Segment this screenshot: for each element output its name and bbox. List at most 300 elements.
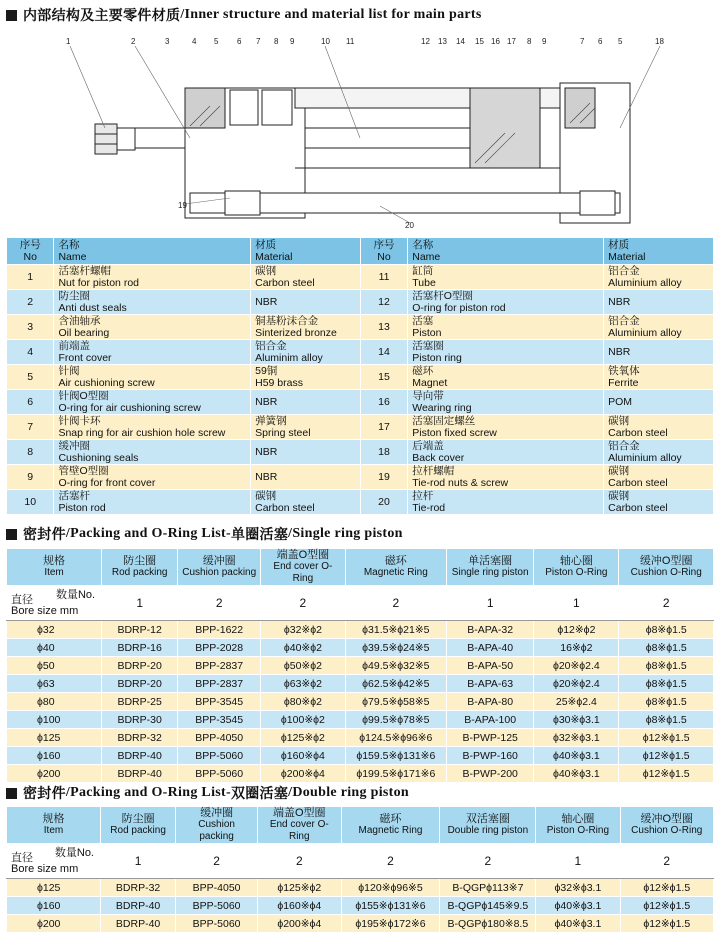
table-row [7,675,714,693]
part-no: 14 [360,340,407,365]
column-header [536,807,620,844]
part-name [408,315,604,340]
header-name-cn: 名称 [58,239,80,251]
seal-cell: ϕ79.5※ϕ58※5 [345,693,446,711]
bore-size-cell: ϕ125 [7,879,101,897]
qty-label: 数量No. [54,847,94,859]
seal-cell: B-APA-80 [447,693,534,711]
seal-cell: BPP-5060 [178,765,261,783]
part-name-cn: 缸筒 [412,265,434,277]
title-en: /Inner structure and material list for main parts [180,7,482,22]
callout-7b: 7 [580,37,585,46]
seal-cell: BPP-2028 [178,639,261,657]
part-name-cn: 管壁O型圈 [58,465,109,477]
seal-cell: ϕ32※ϕ2 [261,621,345,639]
seal-cell: B-APA-50 [447,657,534,675]
header-name-cn-right: 名称 [412,239,434,251]
bore-size-cell: ϕ100 [7,711,102,729]
column-header-en: Piston O-Ring [546,825,610,836]
part-name-en: Tie-rod nuts & screw [412,477,509,489]
part-material [604,490,714,515]
column-header-cn: 端盖O型圈 [276,549,330,561]
callout-7: 7 [256,37,261,46]
table-row [7,693,714,711]
part-no: 1 [7,265,54,290]
column-header-cn: 缓冲圈 [200,807,234,819]
qty-bore-label [7,586,102,621]
seal-cell: B-QGPϕ145※9.5 [440,897,536,915]
part-no: 17 [360,415,407,440]
square-bullet-icon [6,529,17,540]
part-name-en: Piston ring [412,352,462,364]
single-header-row [7,549,714,586]
part-material-primary: 铝合金 [608,315,640,327]
title-cn2: 双圈活塞 [230,787,289,802]
seal-cell: ϕ12※ϕ1.5 [620,897,713,915]
table-row [7,415,714,440]
part-no: 10 [7,490,54,515]
seal-cell: ϕ32※ϕ3.1 [534,729,619,747]
part-name-en: O-ring for air cushioning screw [58,402,201,414]
callout-5: 5 [214,37,219,46]
column-header-cn: 规格 [42,813,65,825]
column-header-en: Cushion O-Ring [630,567,702,578]
column-header [440,807,536,844]
part-material [604,315,714,340]
seal-cell: B-APA-40 [447,639,534,657]
part-name-en: O-ring for front cover [58,477,156,489]
part-material-primary: NBR [608,346,631,358]
seal-cell: BPP-3545 [178,711,261,729]
qty-cell: 1 [447,586,534,621]
callout-16: 16 [491,37,500,46]
part-no: 13 [360,315,407,340]
callout-11: 11 [346,37,355,46]
column-header [341,807,440,844]
seal-cell: BPP-2837 [178,675,261,693]
part-name-en: Front cover [58,352,112,364]
table-row [7,639,714,657]
table-row [7,265,714,290]
qty-cell: 1 [536,844,620,879]
seal-cell: BDRP-20 [102,675,178,693]
part-material-secondary: H59 brass [255,377,303,389]
column-header-cn: 单活塞圈 [468,555,513,567]
callout-18: 18 [655,37,664,46]
part-name [408,465,604,490]
seal-cell: ϕ200※ϕ4 [261,765,345,783]
part-name [54,415,251,440]
part-name-cn: 防尘圈 [58,290,90,302]
part-name [54,265,251,290]
qty-cell: 2 [258,844,342,879]
part-name [408,290,604,315]
seal-cell: ϕ12※ϕ2 [534,621,619,639]
column-header-en: Item [43,825,64,836]
parts-table [6,237,714,515]
seal-cell: BPP-5060 [176,897,258,915]
column-header-cn: 磁环 [384,555,407,567]
qty-bore-label [7,844,101,879]
part-material-primary: 碳钢 [255,265,277,277]
table-row [7,315,714,340]
callout-17: 17 [507,37,516,46]
qty-cell: 1 [101,844,176,879]
part-name-en: Cushioning seals [58,452,139,464]
part-name [408,340,604,365]
title-cn: 密封件 [23,787,66,802]
seal-cell: ϕ80※ϕ2 [261,693,345,711]
seal-cell: ϕ160※ϕ4 [258,897,342,915]
qty-cell: 2 [345,586,446,621]
callout-12: 12 [421,37,430,46]
table-row [7,365,714,390]
column-header-cn: 缓冲圈 [202,555,236,567]
seal-cell: BPP-2837 [178,657,261,675]
column-header [7,549,102,586]
bore-size-cell: ϕ40 [7,639,102,657]
part-name [54,340,251,365]
title-cn: 密封件 [23,528,66,543]
seal-cell: ϕ40※ϕ3.1 [534,765,619,783]
part-material [604,415,714,440]
seal-cell: BPP-3545 [178,693,261,711]
part-name-cn: 导向带 [412,390,444,402]
qty-cell: 2 [178,586,261,621]
part-no: 12 [360,290,407,315]
bore-size-cell: ϕ200 [7,915,101,933]
table-row [7,915,714,933]
part-name-cn: 拉杆 [412,490,434,502]
seal-cell: ϕ39.5※ϕ24※5 [345,639,446,657]
seal-cell: ϕ160※ϕ4 [261,747,345,765]
part-material-secondary: Sinterized bronze [255,327,337,339]
table-row [7,711,714,729]
seal-cell: ϕ12※ϕ1.5 [620,879,713,897]
seal-cell: ϕ12※ϕ1.5 [620,915,713,933]
seal-cell: ϕ8※ϕ1.5 [619,639,714,657]
qty-cell: 2 [620,844,713,879]
column-header-en: Piston O-Ring [545,567,608,578]
seal-cell: ϕ125※ϕ2 [258,879,342,897]
callout-8: 8 [274,37,279,46]
part-name-cn: 缓冲圈 [58,440,90,452]
column-header-en: Cushion packing [182,567,257,578]
title-en: /Packing and O-Ring List- [65,526,231,541]
part-material-primary: 弹簧钢 [255,415,287,427]
part-name-cn: 针阀 [58,365,80,377]
seal-cell: ϕ31.5※ϕ21※5 [345,621,446,639]
seal-cell: ϕ50※ϕ2 [261,657,345,675]
column-header [261,549,345,586]
seal-cell: ϕ12※ϕ1.5 [619,729,714,747]
column-header [619,549,714,586]
bore-size-cell: ϕ32 [7,621,102,639]
part-name-cn: 前端盖 [58,340,90,352]
seal-cell: ϕ62.5※ϕ42※5 [345,675,446,693]
part-name [54,315,251,340]
part-material [604,265,714,290]
single-ring-seal-table [6,548,714,783]
callout-3: 3 [165,37,170,46]
column-header-cn: 磁环 [379,813,402,825]
part-no: 11 [360,265,407,290]
bore-size-cell: ϕ80 [7,693,102,711]
callout-4: 4 [192,37,197,46]
table-row [7,340,714,365]
qty-cell: 2 [176,844,258,879]
qty-cell: 2 [261,586,345,621]
header-material-en-right: Material [608,251,646,263]
section-title-double-ring [6,782,409,804]
column-header [345,549,446,586]
table-row [7,465,714,490]
bore-size-cell: ϕ160 [7,747,102,765]
part-name [54,465,251,490]
seal-cell: ϕ40※ϕ3.1 [534,747,619,765]
part-name-en: Wearing ring [412,402,472,414]
square-bullet-icon [6,788,17,799]
bore-size-cell: ϕ125 [7,729,102,747]
seal-cell: ϕ20※ϕ2.4 [534,657,619,675]
part-material [251,290,361,315]
part-material [251,490,361,515]
part-material-secondary: Ferrite [608,377,639,389]
callout-9b: 9 [542,37,547,46]
seal-cell: ϕ100※ϕ2 [261,711,345,729]
part-name-en: Snap ring for air cushion hole screw [58,427,226,439]
part-material [604,340,714,365]
part-no: 20 [360,490,407,515]
part-name [54,290,251,315]
column-header-cn: 规格 [43,555,66,567]
square-bullet-icon [6,10,17,21]
double-ring-seal-table [6,806,714,933]
part-material [604,290,714,315]
callout-19: 19 [178,201,187,210]
qty-cell: 1 [534,586,619,621]
part-name-en: Piston fixed screw [412,427,497,439]
seal-cell: ϕ8※ϕ1.5 [619,711,714,729]
column-header-cn: 轴心圈 [561,813,595,825]
column-header-cn: 防尘圈 [123,555,157,567]
column-header [620,807,713,844]
part-material-primary: NBR [608,296,631,308]
column-header [534,549,619,586]
column-header [178,549,261,586]
column-header [102,549,178,586]
section-title-structure [6,4,482,26]
seal-cell: B-PWP-200 [447,765,534,783]
seal-cell: B-QGPϕ113※7 [440,879,536,897]
seal-cell: BPP-4050 [178,729,261,747]
seal-cell: ϕ199.5※ϕ171※6 [345,765,446,783]
part-name [54,390,251,415]
seal-cell: ϕ40※ϕ3.1 [536,915,620,933]
bore-size-cell: ϕ63 [7,675,102,693]
table-row [7,657,714,675]
column-header-en: Rod packing [110,825,166,836]
title-cn: 内部结构及主要零件材质 [23,9,181,24]
part-material-primary: NBR [255,396,278,408]
part-name-en: Nut for piston rod [58,277,139,289]
seal-cell: B-PWP-125 [447,729,534,747]
seal-cell: BDRP-25 [102,693,178,711]
part-material-primary: 铝合金 [608,265,640,277]
seal-cell: ϕ99.5※ϕ78※5 [345,711,446,729]
part-name [408,490,604,515]
part-no: 7 [7,415,54,440]
part-name-cn: 后端盖 [412,440,444,452]
part-material [251,265,361,290]
part-name-cn: 针阀O型圈 [58,390,109,402]
column-header-en: End cover O-Ring [269,819,329,842]
callout-5b: 5 [618,37,623,46]
part-material-secondary: Aluminium alloy [608,327,682,339]
table-row [7,897,714,915]
double-header-row [7,807,714,844]
part-no: 5 [7,365,54,390]
seal-cell: ϕ8※ϕ1.5 [619,621,714,639]
part-name-en: Piston rod [58,502,106,514]
bore-label-en: Bore size mm [11,863,79,875]
part-material-secondary: Carbon steel [608,502,668,514]
table-row [7,621,714,639]
part-material-primary: 铜基粉沫合金 [255,315,319,327]
part-name-cn: 活塞圈 [412,340,444,352]
part-material [604,465,714,490]
column-header-cn: 缓冲O型圈 [640,813,694,825]
part-no: 6 [7,390,54,415]
column-header-en: Rod packing [111,567,168,578]
part-material-primary: 铝合金 [608,440,640,452]
title-en2: /Double ring piston [288,785,409,800]
part-material-primary: 铁氧体 [608,365,640,377]
bore-label-cn: 直径 [11,594,33,606]
header-name-en: Name [58,251,87,263]
seal-cell: BDRP-16 [102,639,178,657]
table-row [7,490,714,515]
part-name-cn: 活塞杆 [58,490,90,502]
table-row [7,729,714,747]
cylinder-cross-section-diagram [0,28,720,233]
header-no-cn: 序号 [19,239,41,251]
seal-cell: BPP-4050 [176,879,258,897]
table-row [7,290,714,315]
part-material-primary: NBR [255,296,278,308]
table-row [7,440,714,465]
part-material-secondary: Carbon steel [608,427,668,439]
part-no: 9 [7,465,54,490]
seal-cell: ϕ125※ϕ2 [261,729,345,747]
single-body [7,621,714,783]
part-no: 8 [7,440,54,465]
seal-cell: B-APA-32 [447,621,534,639]
part-name-en: Air cushioning screw [58,377,155,389]
callout-15: 15 [475,37,484,46]
bore-size-cell: ϕ160 [7,897,101,915]
part-material [251,340,361,365]
part-name-cn: 含油轴承 [58,315,101,327]
part-material [251,465,361,490]
part-material-secondary: Carbon steel [255,277,315,289]
part-name-cn: 活塞 [412,315,434,327]
part-name-en: Tie-rod [412,502,446,514]
part-no: 2 [7,290,54,315]
callout-10: 10 [321,37,330,46]
seal-cell: ϕ8※ϕ1.5 [619,657,714,675]
seal-cell: BPP-5060 [176,915,258,933]
qty-cell: 2 [440,844,536,879]
part-name-en: Anti dust seals [58,302,127,314]
seal-cell: 25※ϕ2.4 [534,693,619,711]
bore-size-cell: ϕ50 [7,657,102,675]
seal-cell: ϕ12※ϕ1.5 [619,765,714,783]
bore-label-cn: 直径 [11,852,33,864]
seal-cell: ϕ155※ϕ131※6 [341,897,440,915]
seal-cell: ϕ30※ϕ3.1 [534,711,619,729]
parts-header-row [7,238,714,265]
seal-cell: BDRP-32 [101,879,176,897]
title-en: /Packing and O-Ring List- [65,785,231,800]
seal-cell: B-PWP-160 [447,747,534,765]
seal-cell: ϕ120※ϕ96※5 [341,879,440,897]
column-header-en: Magnetic Ring [358,825,423,836]
part-material-primary: 碳钢 [608,490,630,502]
part-material [604,390,714,415]
qty-cell: 1 [102,586,178,621]
seal-cell: ϕ63※ϕ2 [261,675,345,693]
part-material-primary: 碳钢 [608,465,630,477]
column-header-cn: 端盖O型圈 [273,807,326,819]
part-name-en: Tube [412,277,436,289]
column-header-en: Magnetic Ring [363,567,428,578]
seal-cell: BDRP-12 [102,621,178,639]
seal-cell: BPP-5060 [178,747,261,765]
part-name [408,415,604,440]
column-header-en: Double ring piston [447,825,529,836]
part-material [251,315,361,340]
callout-9: 9 [290,37,295,46]
seal-cell: BPP-1622 [178,621,261,639]
callout-8b: 8 [527,37,532,46]
seal-cell: ϕ8※ϕ1.5 [619,675,714,693]
seal-cell: 16※ϕ2 [534,639,619,657]
part-name-en: Piston [412,327,442,339]
part-material [251,440,361,465]
header-material-cn-right: 材质 [608,239,630,251]
bore-label [11,595,78,617]
seal-cell: ϕ20※ϕ2.4 [534,675,619,693]
callout-2: 2 [131,37,136,46]
part-material-secondary: Carbon steel [255,502,315,514]
header-material-cn: 材质 [255,239,277,251]
seal-cell: B-APA-63 [447,675,534,693]
part-name-cn: 活塞固定螺丝 [412,415,476,427]
part-name-cn: 活塞杆O型圈 [412,290,473,302]
table-row [7,879,714,897]
seal-cell: ϕ124.5※ϕ96※6 [345,729,446,747]
seal-cell: ϕ40※ϕ2 [261,639,345,657]
seal-cell: B-APA-100 [447,711,534,729]
table-row [7,765,714,783]
column-header [7,807,101,844]
callout-1: 1 [66,37,71,46]
table-row [7,390,714,415]
column-header [447,549,534,586]
callout-6: 6 [237,37,242,46]
single-qty-row [7,586,714,621]
